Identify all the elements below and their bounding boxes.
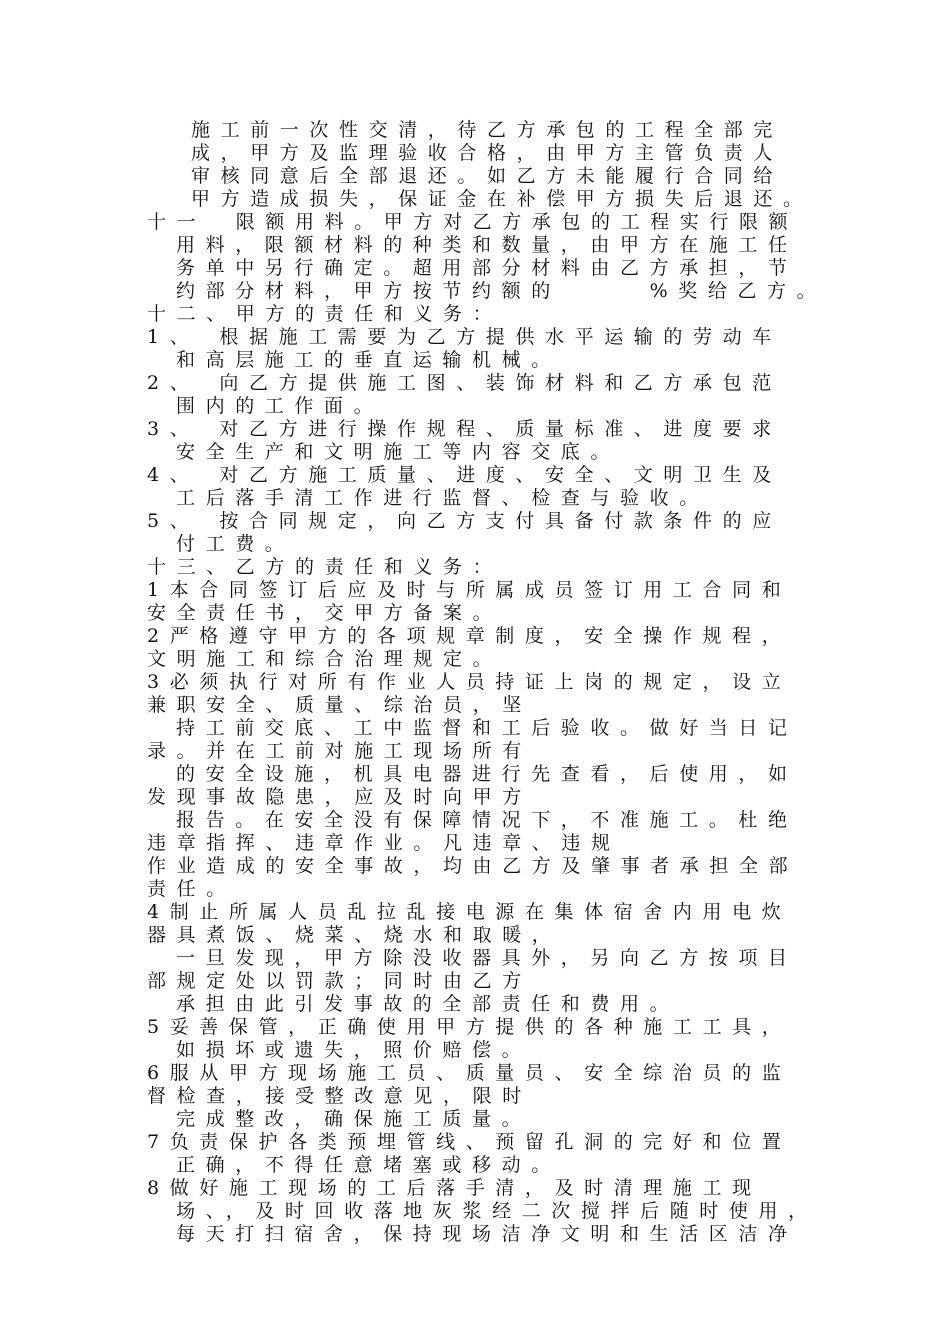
list-item: 6服从甲方现场施工员、质量员、安全综治员的监: [147, 1062, 792, 1084]
body-line: 每天打扫宿舍，保持现场洁净文明和生活区洁净: [176, 1223, 798, 1245]
body-line: 承担由此引发事故的全部责任和费用。: [176, 993, 680, 1015]
list-item: 1本合同签订后应及时与所属成员签订用工合同和: [147, 579, 792, 601]
list-item: 7负责保护各类预埋管线、预留孔洞的完好和位置: [147, 1131, 792, 1153]
body-line: 的安全设施，机具电器进行先查看，后使用，如: [176, 763, 798, 785]
body-line: 一旦发现，甲方除没收器具外，另向乙方按项目: [176, 947, 798, 969]
list-item: 2严格遵守甲方的各项规章制度，安全操作规程，: [147, 625, 792, 647]
body-line: 录。并在工前对施工现场所有: [147, 740, 532, 762]
section-heading-13: 十三、乙方的责任和义务：: [147, 556, 503, 578]
body-line: 工后落手清工作进行监督、检查与验收。: [176, 487, 709, 509]
body-line: 发现事故隐患，应及时向甲方: [147, 786, 532, 808]
body-line: 安全生产和文明施工等内容交底。: [176, 441, 621, 463]
body-line: 持工前交底、工中监督和工后验收。做好当日记: [176, 717, 798, 739]
body-line: 部规定处以罚款；同时由乙方: [147, 970, 532, 992]
list-item: 5、 按合同规定，向乙方支付具备付款条件的应: [147, 510, 782, 532]
body-line: 如损坏或遗失，照价赔偿。: [176, 1039, 532, 1061]
body-line: 督检查，接受整改意见，限时: [147, 1085, 532, 1107]
list-item: 5妥善保管，正确使用甲方提供的各种施工工具，: [147, 1016, 792, 1038]
body-line: 报告。在安全没有保障情况下，不准施工。杜绝: [176, 809, 798, 831]
list-item: 3、 对乙方进行操作规程、质量标准、进度要求: [147, 418, 782, 440]
body-line: 正确，不得任意堵塞或移动。: [176, 1154, 561, 1176]
list-item: 4制止所属人员乱拉乱接电源在集体宿舍内用电炊: [147, 901, 792, 923]
body-line: 用料，限额材料的种类和数量，由甲方在施工任: [176, 234, 798, 256]
body-line: 作业造成的安全事故，均由乙方及肇事者承担全部: [147, 855, 799, 877]
body-line: 围内的工作面。: [176, 395, 384, 417]
body-line: 审核同意后全部退还。如乙方未能履行合同给: [191, 165, 784, 187]
body-line: 兼职安全、质量、综治员，坚: [147, 694, 532, 716]
body-line: 文明施工和综合治理规定。: [147, 648, 503, 670]
list-item: 4、 对乙方施工质量、进度、安全、文明卫生及: [147, 464, 782, 486]
list-item: 8做好施工现场的工后落手清，及时清理施工现: [147, 1177, 762, 1199]
body-line: 和高层施工的垂直运输机械。: [176, 349, 561, 371]
body-line: 责任。: [147, 878, 236, 900]
body-line: 场、，及时回收落地灰浆经二次搅拌后随时使用，: [176, 1200, 818, 1222]
body-line: 施工前一次性交清，待乙方承包的工程全部完: [191, 119, 784, 141]
body-line: 甲方造成损失，保证金在补偿甲方损失后退还。: [191, 188, 813, 210]
list-item: 1、 根据施工需要为乙方提供水平运输的劳动车: [147, 326, 782, 348]
body-line: 安全责任书，交甲方备案。: [147, 602, 503, 624]
list-item: 3必须执行对所有作业人员持证上岗的规定，设立: [147, 671, 792, 693]
body-line: 器具煮饭、烧菜、烧水和取暖，: [147, 924, 562, 946]
section-heading-12: 十二、甲方的责任和义务：: [147, 303, 503, 325]
body-line: 务单中另行确定。超用部分材料由乙方承担，节: [176, 257, 798, 279]
list-item: 2、 向乙方提供施工图、装饰材料和乙方承包范: [147, 372, 782, 394]
body-line: 违章指挥、违章作业。凡违章、违规: [147, 832, 621, 854]
body-line: 约部分材料，甲方按节约额的 %奖给乙方。: [176, 280, 827, 302]
body-line: 成，甲方及监理验收合格，由甲方主管负责人: [191, 142, 784, 164]
section-heading-11: 十一 限额用料。甲方对乙方承包的工程实行限额: [147, 211, 799, 233]
body-line: 付工费。: [176, 533, 295, 555]
body-line: 完成整改，确保施工质量。: [176, 1108, 532, 1130]
